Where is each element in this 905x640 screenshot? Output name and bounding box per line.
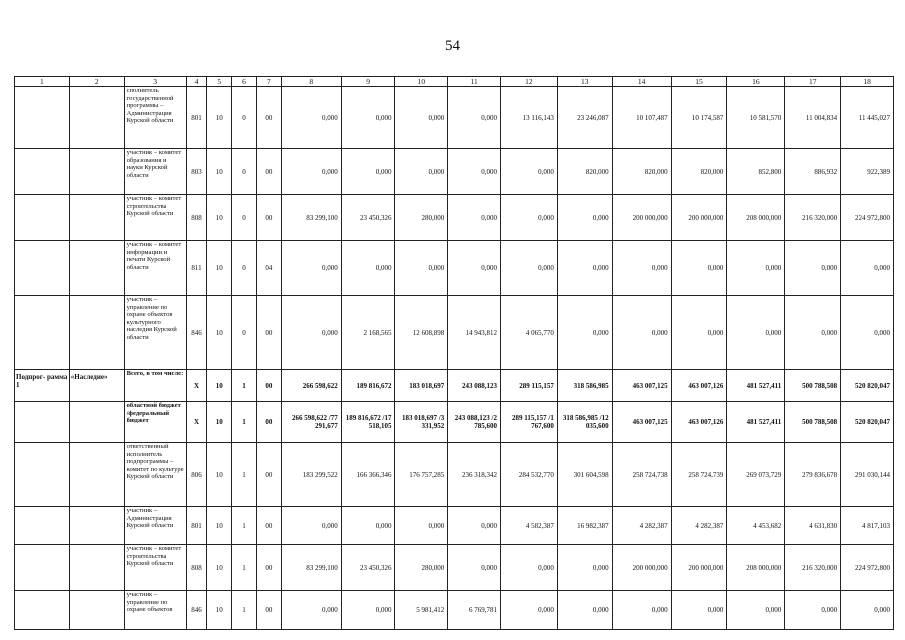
- code-cell: 10: [207, 195, 232, 241]
- amount-cell: 820,000: [612, 149, 671, 195]
- amount-cell: 481 527,411: [727, 370, 785, 402]
- column-header: 9: [341, 77, 395, 87]
- code-cell: 1: [232, 591, 257, 630]
- code-cell: 10: [207, 443, 232, 507]
- column-header: 6: [232, 77, 257, 87]
- code-cell: 0: [232, 149, 257, 195]
- code-cell: 10: [207, 87, 232, 149]
- code-cell: Х: [186, 402, 207, 443]
- amount-cell: 208 000,000: [727, 195, 785, 241]
- amount-cell: 5 981,412: [395, 591, 448, 630]
- amount-cell: 0,000: [448, 87, 501, 149]
- amount-cell: 4 065,770: [500, 296, 557, 370]
- row-label-cell: [15, 443, 70, 507]
- subprogram-name-cell: [69, 149, 124, 195]
- code-cell: 801: [186, 507, 207, 545]
- subprogram-name-cell: [69, 443, 124, 507]
- table-row: [15, 296, 894, 370]
- code-cell: 10: [207, 545, 232, 591]
- row-label-cell: [15, 296, 70, 370]
- amount-cell: 4 453,682: [727, 507, 785, 545]
- code-cell: 10: [207, 296, 232, 370]
- amount-cell: 10 581,570: [727, 87, 785, 149]
- amount-cell: 0,000: [671, 241, 727, 296]
- amount-cell: 886,932: [785, 149, 841, 195]
- subprogram-name-cell: [69, 296, 124, 370]
- amount-cell: 4 282,387: [671, 507, 727, 545]
- amount-cell: 258 724,738: [612, 443, 671, 507]
- amount-cell: 922,389: [841, 149, 894, 195]
- subprogram-name-cell: [69, 87, 124, 149]
- amount-cell: 4 817,103: [841, 507, 894, 545]
- subprogram-name-cell: [69, 507, 124, 545]
- amount-cell: 269 073,729: [727, 443, 785, 507]
- table-row: [15, 195, 894, 241]
- amount-cell: 0,000: [281, 87, 341, 149]
- table-row: [15, 241, 894, 296]
- amount-cell: 291 030,144: [841, 443, 894, 507]
- amount-cell: 208 000,000: [727, 545, 785, 591]
- subprogram-name-cell: [69, 591, 124, 630]
- amount-cell: 318 586,985 /12 035,600: [557, 402, 612, 443]
- amount-cell: 23 450,326: [341, 545, 395, 591]
- amount-cell: 23 450,326: [341, 195, 395, 241]
- amount-cell: 23 246,087: [557, 87, 612, 149]
- amount-cell: 301 604,598: [557, 443, 612, 507]
- amount-cell: 236 318,342: [448, 443, 501, 507]
- amount-cell: 258 724,739: [671, 443, 727, 507]
- row-label-cell: [15, 402, 70, 443]
- row-label-cell: [15, 507, 70, 545]
- code-cell: 0: [232, 296, 257, 370]
- amount-cell: 0,000: [448, 195, 501, 241]
- column-header: 13: [557, 77, 612, 87]
- table-row: [15, 507, 894, 545]
- amount-cell: 0,000: [448, 241, 501, 296]
- amount-cell: 0,000: [500, 545, 557, 591]
- amount-cell: 224 972,800: [841, 545, 894, 591]
- amount-cell: 83 299,100: [281, 195, 341, 241]
- amount-cell: 0,000: [500, 241, 557, 296]
- participant-cell: участник – управление по охране объектов культурного наследия Курской области: [124, 296, 186, 370]
- amount-cell: 16 982,387: [557, 507, 612, 545]
- amount-cell: 0,000: [612, 241, 671, 296]
- amount-cell: 289 115,157: [500, 370, 557, 402]
- column-header: 7: [256, 77, 281, 87]
- subprogram-name-cell: [69, 241, 124, 296]
- amount-cell: 183 018,697: [395, 370, 448, 402]
- amount-cell: 0,000: [727, 591, 785, 630]
- amount-cell: 183 018,697 /3 331,952: [395, 402, 448, 443]
- amount-cell: 4 582,387: [500, 507, 557, 545]
- amount-cell: 0,000: [671, 591, 727, 630]
- amount-cell: 183 299,522: [281, 443, 341, 507]
- code-cell: 846: [186, 296, 207, 370]
- budget-table: [14, 76, 894, 630]
- amount-cell: 0,000: [785, 296, 841, 370]
- column-header: 1: [15, 77, 70, 87]
- code-cell: Х: [186, 370, 207, 402]
- amount-cell: 12 608,898: [395, 296, 448, 370]
- participant-cell: участник – управление по охране объектов: [124, 591, 186, 630]
- code-cell: 1: [232, 443, 257, 507]
- code-cell: 10: [207, 149, 232, 195]
- amount-cell: 200 000,000: [671, 545, 727, 591]
- amount-cell: 166 366,346: [341, 443, 395, 507]
- amount-cell: 279 836,678: [785, 443, 841, 507]
- column-header: 14: [612, 77, 671, 87]
- code-cell: 00: [256, 507, 281, 545]
- amount-cell: 216 320,000: [785, 195, 841, 241]
- row-label-cell: [15, 195, 70, 241]
- amount-cell: 318 586,985: [557, 370, 612, 402]
- amount-cell: 520 820,047: [841, 370, 894, 402]
- amount-cell: 520 820,047: [841, 402, 894, 443]
- amount-cell: 200 000,000: [612, 545, 671, 591]
- code-cell: 801: [186, 87, 207, 149]
- code-cell: 0: [232, 195, 257, 241]
- amount-cell: 0,000: [395, 87, 448, 149]
- amount-cell: 266 598,622 /77 291,677: [281, 402, 341, 443]
- column-header: 2: [69, 77, 124, 87]
- amount-cell: 0,000: [341, 87, 395, 149]
- amount-cell: 0,000: [557, 545, 612, 591]
- amount-cell: 500 788,508: [785, 370, 841, 402]
- subprogram-name-cell: [69, 402, 124, 443]
- code-cell: 806: [186, 443, 207, 507]
- amount-cell: 0,000: [341, 507, 395, 545]
- amount-cell: 0,000: [281, 149, 341, 195]
- code-cell: 00: [256, 87, 281, 149]
- code-cell: 846: [186, 591, 207, 630]
- participant-cell: участник – комитет образования и науки Курской области: [124, 149, 186, 195]
- code-cell: 1: [232, 545, 257, 591]
- code-cell: 803: [186, 149, 207, 195]
- amount-cell: 463 007,125: [612, 370, 671, 402]
- participant-cell: участник – комитет информации и печати Курской области: [124, 241, 186, 296]
- amount-cell: 284 532,770: [500, 443, 557, 507]
- amount-cell: 14 943,812: [448, 296, 501, 370]
- amount-cell: 0,000: [281, 241, 341, 296]
- amount-cell: 0,000: [500, 195, 557, 241]
- amount-cell: 224 972,800: [841, 195, 894, 241]
- amount-cell: 0,000: [612, 591, 671, 630]
- amount-cell: 280,000: [395, 545, 448, 591]
- amount-cell: 463 007,125: [612, 402, 671, 443]
- amount-cell: 83 299,100: [281, 545, 341, 591]
- table-row: [15, 443, 894, 507]
- amount-cell: 0,000: [341, 241, 395, 296]
- amount-cell: 4 282,387: [612, 507, 671, 545]
- subprogram-name-cell: [69, 195, 124, 241]
- participant-cell: участник – комитет строительства Курской области: [124, 195, 186, 241]
- amount-cell: 243 088,123 /2 785,600: [448, 402, 501, 443]
- amount-cell: 10 174,587: [671, 87, 727, 149]
- amount-cell: 0,000: [841, 241, 894, 296]
- column-header: 11: [448, 77, 501, 87]
- amount-cell: 13 116,143: [500, 87, 557, 149]
- code-cell: 00: [256, 545, 281, 591]
- amount-cell: 0,000: [785, 591, 841, 630]
- code-cell: 00: [256, 402, 281, 443]
- amount-cell: 0,000: [448, 545, 501, 591]
- code-cell: 10: [207, 507, 232, 545]
- code-cell: 04: [256, 241, 281, 296]
- column-header: 18: [841, 77, 894, 87]
- column-header: 4: [186, 77, 207, 87]
- column-header: 3: [124, 77, 186, 87]
- code-cell: 808: [186, 545, 207, 591]
- participant-cell: участник – комитет строительства Курской области: [124, 545, 186, 591]
- amount-cell: 463 007,126: [671, 402, 727, 443]
- amount-cell: 0,000: [448, 149, 501, 195]
- table-row: [15, 149, 894, 195]
- code-cell: 811: [186, 241, 207, 296]
- row-label-cell: [15, 241, 70, 296]
- amount-cell: 0,000: [727, 241, 785, 296]
- amount-cell: 0,000: [727, 296, 785, 370]
- amount-cell: 189 816,672: [341, 370, 395, 402]
- amount-cell: 0,000: [557, 241, 612, 296]
- participant-cell: ответственный исполнитель подпрограммы – комитет по культуре Курской области: [124, 443, 186, 507]
- row-label-cell: [15, 591, 70, 630]
- page-number: 54: [445, 38, 460, 54]
- table-row: [15, 87, 894, 149]
- column-header: 10: [395, 77, 448, 87]
- column-header: 12: [500, 77, 557, 87]
- amount-cell: 176 757,285: [395, 443, 448, 507]
- amount-cell: 4 631,830: [785, 507, 841, 545]
- amount-cell: 481 527,411: [727, 402, 785, 443]
- code-cell: 10: [207, 241, 232, 296]
- column-header: 8: [281, 77, 341, 87]
- amount-cell: 0,000: [500, 149, 557, 195]
- code-cell: 10: [207, 370, 232, 402]
- amount-cell: 463 007,126: [671, 370, 727, 402]
- participant-cell: сполнитель государственной программы – Администрация Курской области: [124, 87, 186, 149]
- amount-cell: 243 088,123: [448, 370, 501, 402]
- amount-cell: 0,000: [612, 296, 671, 370]
- column-header-row: [15, 77, 894, 87]
- code-cell: 00: [256, 296, 281, 370]
- amount-cell: 200 000,000: [671, 195, 727, 241]
- table-row: [15, 591, 894, 630]
- amount-cell: 0,000: [395, 241, 448, 296]
- row-label-cell: Подпрог- рамма 1: [15, 370, 70, 402]
- code-cell: 1: [232, 370, 257, 402]
- code-cell: 1: [232, 507, 257, 545]
- subprogram-name-cell: «Наследие»: [69, 370, 124, 402]
- amount-cell: 0,000: [785, 241, 841, 296]
- code-cell: 0: [232, 87, 257, 149]
- code-cell: 10: [207, 591, 232, 630]
- amount-cell: 216 320,000: [785, 545, 841, 591]
- amount-cell: 0,000: [395, 149, 448, 195]
- amount-cell: 200 000,000: [612, 195, 671, 241]
- row-label-cell: [15, 87, 70, 149]
- column-header: 16: [727, 77, 785, 87]
- amount-cell: 266 598,622: [281, 370, 341, 402]
- column-header: 15: [671, 77, 727, 87]
- amount-cell: 0,000: [557, 296, 612, 370]
- code-cell: 00: [256, 370, 281, 402]
- amount-cell: 0,000: [341, 591, 395, 630]
- code-cell: 00: [256, 195, 281, 241]
- table-row: [15, 370, 894, 402]
- amount-cell: 0,000: [281, 296, 341, 370]
- subprogram-name-cell: [69, 545, 124, 591]
- amount-cell: 820,000: [671, 149, 727, 195]
- amount-cell: 280,000: [395, 195, 448, 241]
- row-label-cell: [15, 149, 70, 195]
- amount-cell: 0,000: [557, 195, 612, 241]
- code-cell: 00: [256, 149, 281, 195]
- amount-cell: 0,000: [448, 507, 501, 545]
- amount-cell: 0,000: [671, 296, 727, 370]
- amount-cell: 820,000: [557, 149, 612, 195]
- participant-cell: Всего, в том числе:: [124, 370, 186, 402]
- amount-cell: 189 816,672 /17 518,105: [341, 402, 395, 443]
- amount-cell: 0,000: [281, 507, 341, 545]
- column-header: 17: [785, 77, 841, 87]
- row-label-cell: [15, 545, 70, 591]
- amount-cell: 852,800: [727, 149, 785, 195]
- amount-cell: 0,000: [841, 296, 894, 370]
- amount-cell: 500 788,508: [785, 402, 841, 443]
- amount-cell: 0,000: [281, 591, 341, 630]
- amount-cell: 10 107,487: [612, 87, 671, 149]
- code-cell: 0: [232, 241, 257, 296]
- amount-cell: 0,000: [395, 507, 448, 545]
- amount-cell: 11 445,027: [841, 87, 894, 149]
- amount-cell: 11 004,834: [785, 87, 841, 149]
- code-cell: 00: [256, 591, 281, 630]
- table-row: [15, 545, 894, 591]
- amount-cell: 0,000: [500, 591, 557, 630]
- amount-cell: 0,000: [341, 149, 395, 195]
- amount-cell: 6 769,781: [448, 591, 501, 630]
- amount-cell: 289 115,157 /1 767,600: [500, 402, 557, 443]
- participant-cell: участник – Администрация Курской области: [124, 507, 186, 545]
- code-cell: 1: [232, 402, 257, 443]
- column-header: 5: [207, 77, 232, 87]
- code-cell: 808: [186, 195, 207, 241]
- table-row: [15, 402, 894, 443]
- amount-cell: 2 168,565: [341, 296, 395, 370]
- participant-cell: областной бюджет /федеральный бюджет: [124, 402, 186, 443]
- code-cell: 00: [256, 443, 281, 507]
- code-cell: 10: [207, 402, 232, 443]
- amount-cell: 0,000: [557, 591, 612, 630]
- amount-cell: 0,000: [841, 591, 894, 630]
